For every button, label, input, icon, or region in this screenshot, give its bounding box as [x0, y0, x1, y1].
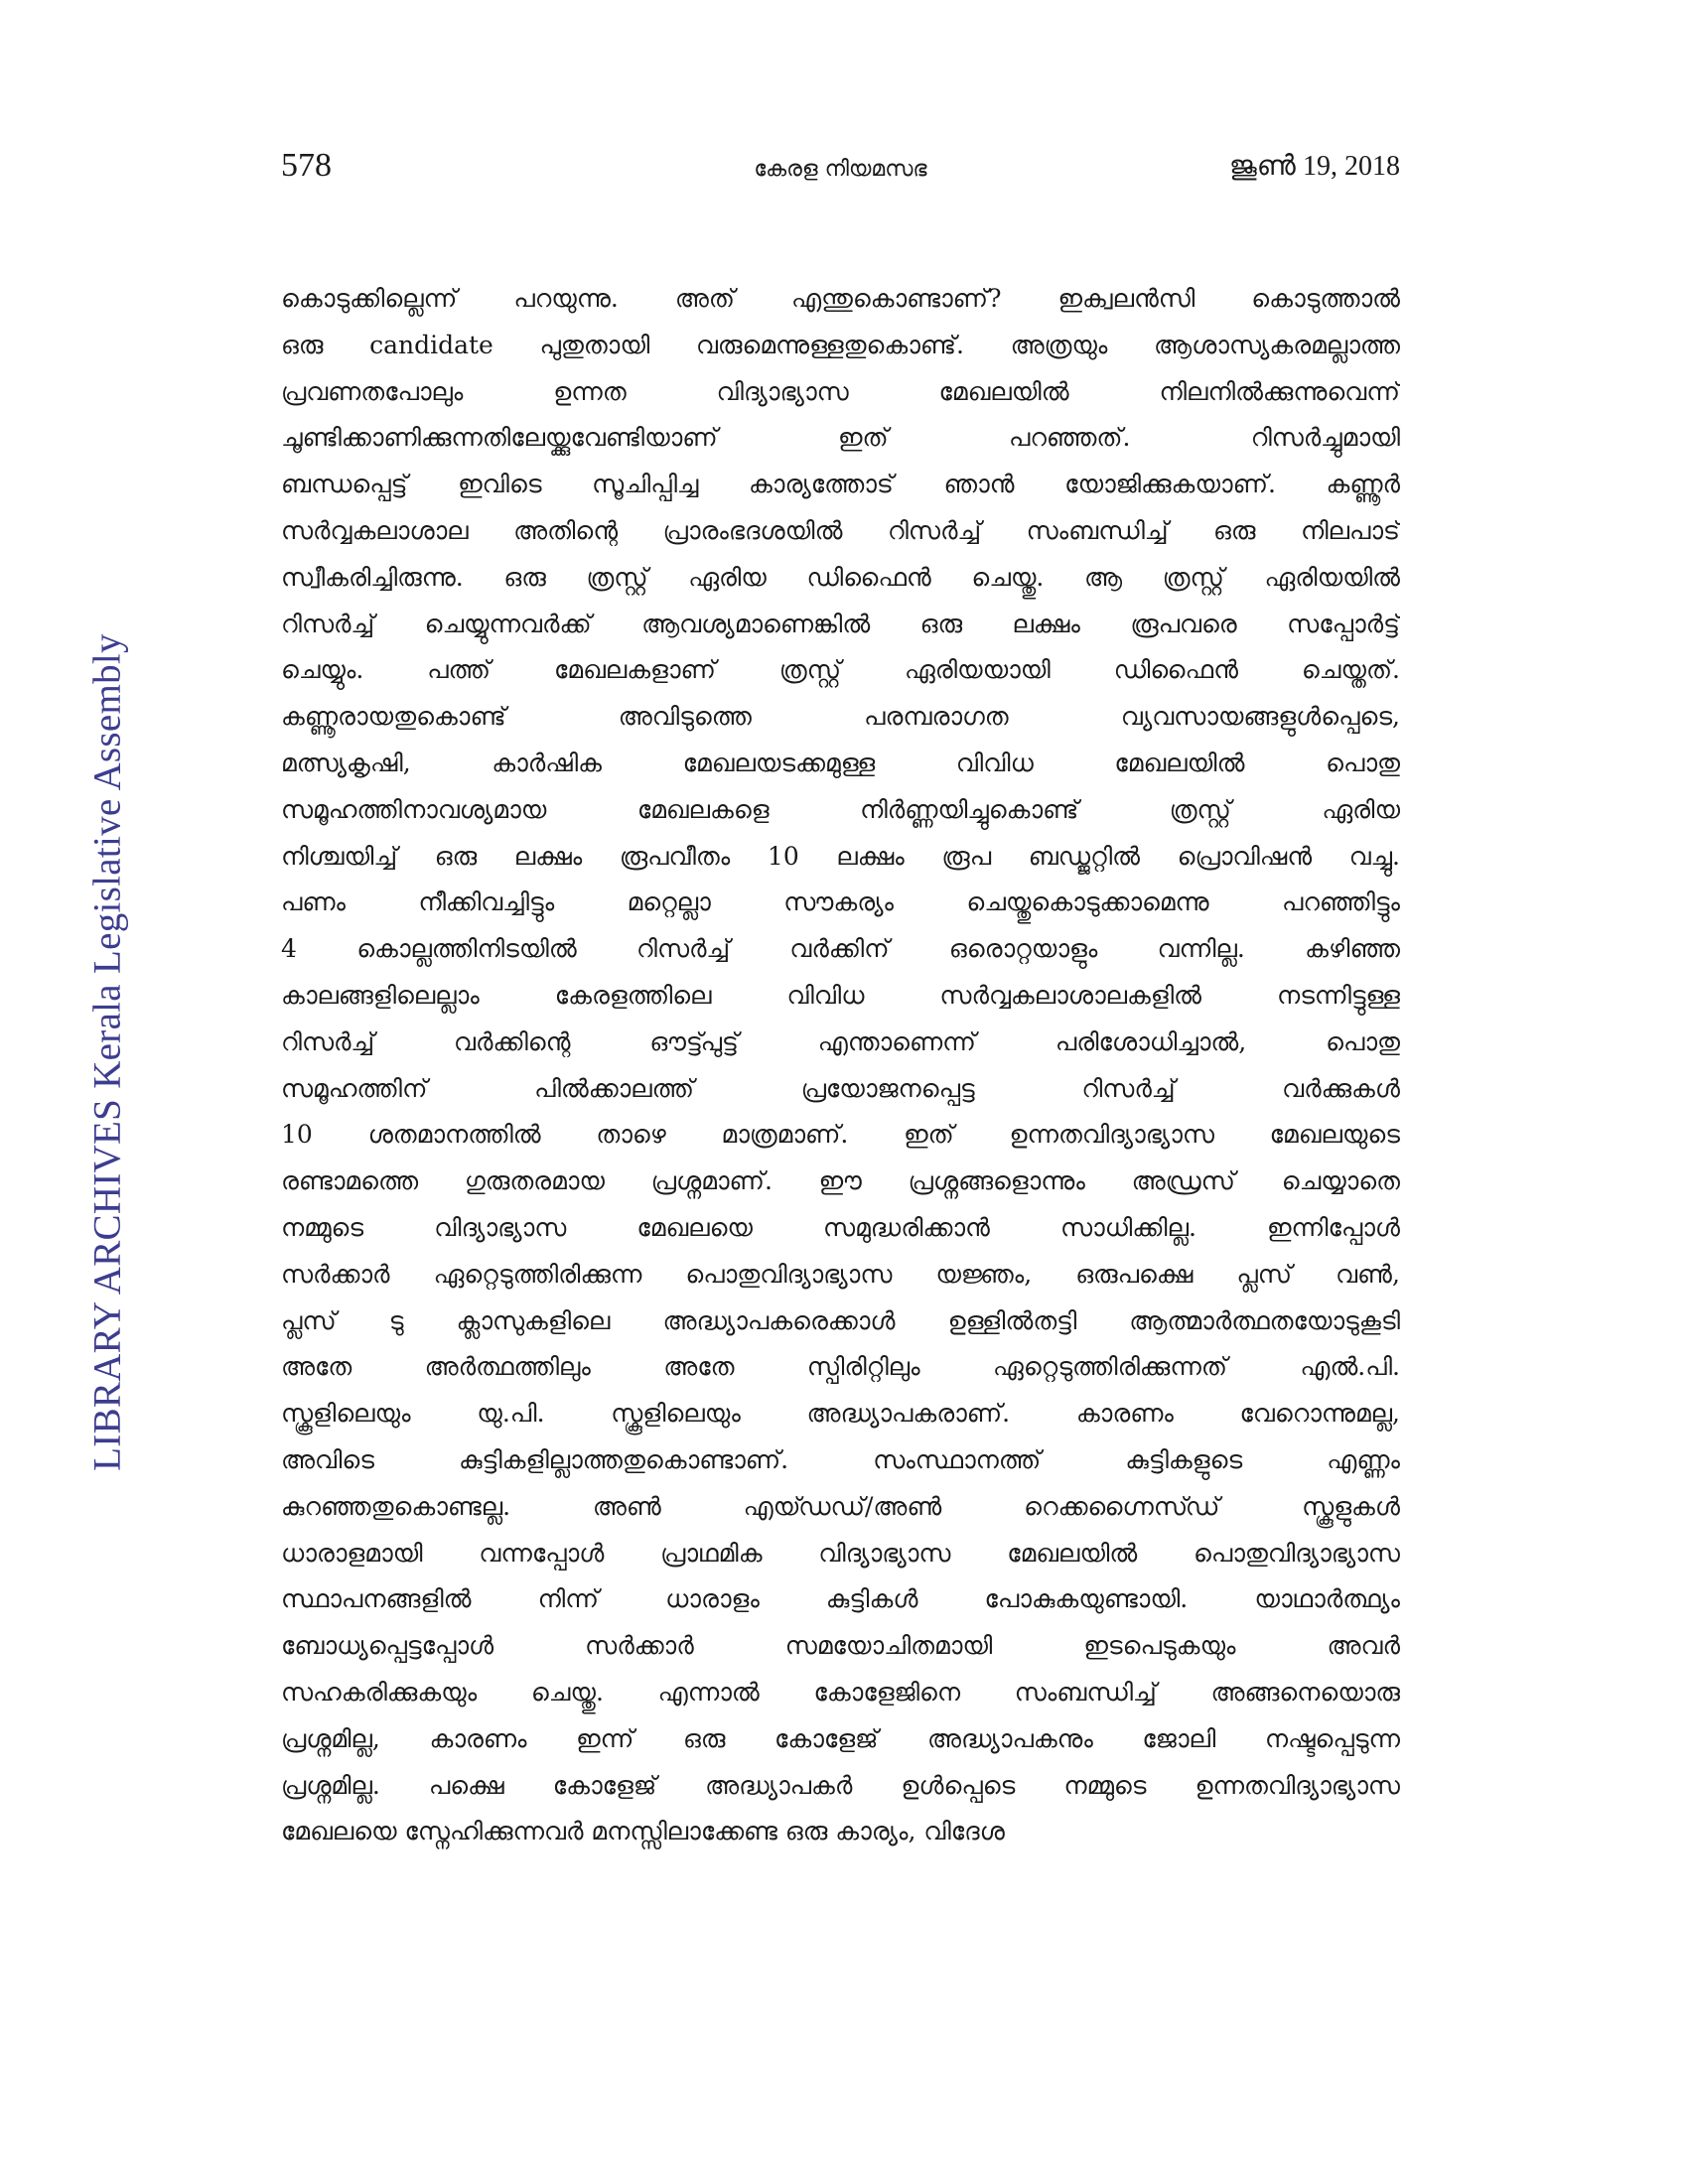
- text-line: മേഖലയെ സ്നേഹിക്കുന്നവർ മനസ്സിലാക്കേണ്ട ഒരു കാര്യം, വിദേശ: [281, 1817, 1005, 1846]
- text-line: കാലങ്ങളിലെല്ലാം കേരളത്തിലെ വിവിധ സർവ്വകലാശാലകളിൽ നടന്നിട്ടുള്ള: [281, 980, 1400, 1010]
- body-text: [281, 276, 1400, 1855]
- text-line: പ്രശ്നമില്ല, കാരണം ഇന്ന് ഒരു കോളേജ് അദ്ധ്യാപകനും ജോലി നഷ്ടപ്പെടുന്ന: [281, 1723, 1400, 1753]
- text-line: അവിടെ കുട്ടികളില്ലാത്തതുകൊണ്ടാണ്. സംസ്ഥാനത്ത് കുട്ടികളുടെ എണ്ണം: [281, 1444, 1400, 1474]
- running-title: കേരള നിയമസഭ: [754, 157, 927, 182]
- text-line: നമ്മുടെ വിദ്യാഭ്യാസ മേഖലയെ സമുദ്ധരിക്കാൻ സാധിക്കില്ല. ഇന്നിപ്പോൾ: [281, 1212, 1400, 1242]
- text-line: 10 ശതമാനത്തിൽ താഴെ മാത്രമാണ്. ഇത് ഉന്നതവിദ്യാഭ്യാസ മേഖലയുടെ: [281, 1120, 1400, 1150]
- text-line: പ്ലസ് ടു ക്ലാസുകളിലെ അദ്ധ്യാപകരെക്കാൾ ഉള്ളിൽതട്ടി ആത്മാർത്ഥതയോടുകൂടി: [281, 1305, 1400, 1335]
- page-number: 578: [281, 147, 332, 184]
- text-line: ധാരാളമായി വന്നപ്പോൾ പ്രാഥമിക വിദ്യാഭ്യാസ മേഖലയിൽ പൊതുവിദ്യാഭ്യാസ: [281, 1538, 1400, 1568]
- text-line: സർക്കാർ ഏറ്റെടുത്തിരിക്കുന്ന പൊതുവിദ്യാഭ്യാസ യജ്ഞം, ഒരുപക്ഷെ പ്ലസ് വൺ,: [281, 1259, 1400, 1289]
- text-line: സമൂഹത്തിന് പിൽക്കാലത്ത് പ്രയോജനപ്പെട്ട റിസർച്ച് വർക്കുകൾ: [281, 1073, 1400, 1103]
- text-line: സർവ്വകലാശാല അതിന്റെ പ്രാരംഭദശയിൽ റിസർച്ച് സംബന്ധിച്ച് ഒരു നിലപാട്: [281, 515, 1400, 545]
- text-line: പ്രശ്നമില്ല. പക്ഷെ കോളേജ് അദ്ധ്യാപകർ ഉൾപ്പെടെ നമ്മുടെ ഉന്നതവിദ്യാഭ്യാസ: [281, 1770, 1400, 1800]
- text-line: സമൂഹത്തിനാവശ്യമായ മേഖലകളെ നിർണ്ണയിച്ചുകൊണ്ട് ത്രസ്റ്റ് ഏരിയ: [281, 794, 1400, 824]
- text-line: കണ്ണൂരായതുകൊണ്ട് അവിടുത്തെ പരമ്പരാഗത വ്യവസായങ്ങളുൾപ്പെടെ,: [281, 702, 1400, 732]
- text-line: സ്വീകരിച്ചിരുന്നു. ഒരു ത്രസ്റ്റ് ഏരിയ ഡിഫൈൻ ചെയ്തു. ആ ത്രസ്റ്റ് ഏരിയയിൽ: [281, 562, 1400, 592]
- archive-stamp-text: LIBRARY ARCHIVES Kerala Legislative Assembly: [85, 633, 129, 1471]
- page-header: [281, 147, 1400, 195]
- text-line: കുറഞ്ഞതുകൊണ്ടല്ല. അൺ എയ്ഡഡ്/അൺ റെക്കഗ്നൈസ്ഡ് സ്കൂളുകൾ: [281, 1491, 1400, 1521]
- header-date: ജൂൺ 19, 2018: [1229, 151, 1400, 182]
- text-line: 4 കൊല്ലത്തിനിടയിൽ റിസർച്ച് വർക്കിന് ഒരൊറ്റയാളും വന്നില്ല. കഴിഞ്ഞ: [281, 934, 1400, 964]
- text-line: കൊടുക്കില്ലെന്ന് പറയുന്നു. അത് എന്തുകൊണ്ടാണ്? ഇക്വലൻസി കൊടുത്താൽ: [281, 284, 1400, 313]
- text-line: ചൂണ്ടിക്കാണിക്കുന്നതിലേയ്ക്കുവേണ്ടിയാണ് ഇത് പറഞ്ഞത്. റിസർച്ചുമായി: [281, 423, 1400, 453]
- text-line: അതേ അർത്ഥത്തിലും അതേ സ്പിരിറ്റിലും ഏറ്റെടുത്തിരിക്കുന്നത് എൽ.പി.: [281, 1352, 1400, 1382]
- text-line: സഹകരിക്കുകയും ചെയ്തു. എന്നാൽ കോളേജിനെ സംബന്ധിച്ച് അങ്ങനെയൊരു: [281, 1677, 1400, 1706]
- text-line: നിശ്ചയിച്ച് ഒരു ലക്ഷം രൂപവീതം 10 ലക്ഷം രൂപ ബഡ്ജറ്റിൽ പ്രൊവിഷൻ വച്ചു.: [281, 841, 1400, 871]
- text-line: സ്ഥാപനങ്ങളിൽ നിന്ന് ധാരാളം കുട്ടികൾ പോകുകയുണ്ടായി. യാഥാർത്ഥ്യം: [281, 1584, 1400, 1614]
- text-line: റിസർച്ച് വർക്കിന്റെ ഔട്ട്പുട്ട് എന്താണെന്ന് പരിശോധിച്ചാൽ, പൊതു: [281, 1026, 1400, 1056]
- text-line: മത്സ്യകൃഷി, കാർഷിക മേഖലയടക്കമുള്ള വിവിധ മേഖലയിൽ പൊതു: [281, 748, 1400, 777]
- text-line: രണ്ടാമത്തെ ഗുരുതരമായ പ്രശ്നമാണ്. ഈ പ്രശ്നങ്ങളൊന്നും അഡ്രസ് ചെയ്യാതെ: [281, 1166, 1400, 1196]
- text-line: സ്കൂളിലെയും യു.പി. സ്കൂളിലെയും അദ്ധ്യാപകരാണ്. കാരണം വേറൊന്നുമല്ല,: [281, 1399, 1400, 1429]
- text-line: പണം നീക്കിവച്ചിട്ടും മറ്റെല്ലാ സൗകര്യം ചെയ്തുകൊടുക്കാമെന്നു പറഞ്ഞിട്ടും: [281, 887, 1400, 917]
- text-line: ബോധ്യപ്പെട്ടപ്പോൾ സർക്കാർ സമയോചിതമായി ഇടപെടുകയും അവർ: [281, 1631, 1400, 1661]
- text-line: ഒരു candidate പുതുതായി വരുമെന്നുള്ളതുകൊണ്ട്. അത്രയും ആശാസ്യകരമല്ലാത്ത: [281, 330, 1400, 359]
- text-line: പ്രവണതപോലും ഉന്നത വിദ്യാഭ്യാസ മേഖലയിൽ നിലനിൽക്കുന്നുവെന്ന്: [281, 376, 1400, 406]
- text-line: ബന്ധപ്പെട്ട് ഇവിടെ സൂചിപ്പിച്ച കാര്യത്തോട് ഞാൻ യോജിക്കുകയാണ്. കണ്ണൂർ: [281, 470, 1400, 499]
- text-line: ചെയ്യും. പത്ത് മേഖലകളാണ് ത്രസ്റ്റ് ഏരിയയായി ഡിഫൈൻ ചെയ്തത്.: [281, 655, 1400, 685]
- text-line: റിസർച്ച് ചെയ്യുന്നവർക്ക് ആവശ്യമാണെങ്കിൽ ഒരു ലക്ഷം രൂപവരെ സപ്പോർട്ട്: [281, 609, 1400, 638]
